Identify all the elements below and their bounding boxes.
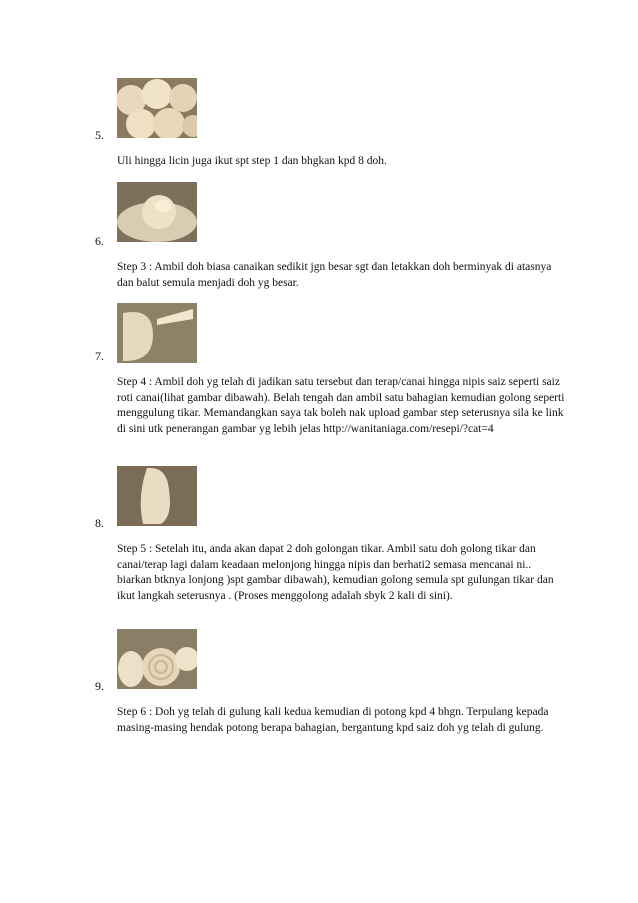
rolled-dough-photo-icon <box>117 303 197 363</box>
step-text: Step 3 : Ambil doh biasa canaikan sedikit jgn besar sgt dan letakkan doh berminyak di atasnya dan balut semula menjadi doh yg besar. <box>117 261 552 289</box>
step-number: 9. <box>95 679 104 693</box>
step-text: Step 5 : Setelah itu, anda akan dapat 2 doh golongan tikar. Ambil satu doh golong tikar dan canai/terap lagi dalam keadaan melonjong hingga nipis dan berhati2 semasa mencanai ni.. biarkan btknya lonjong )spt gambar dibawah), kemudian golong semula spt gulungan tikar dan ikut langkah seterusnya . (Proses menggolong adalah sbyk 2 kali di sini). <box>117 543 554 602</box>
step-number: 8. <box>95 516 104 530</box>
step-text: Uli hingga licin juga ikut spt step 1 dan bhgkan kpd 8 doh. <box>117 155 387 167</box>
elongated-dough-photo-icon <box>117 466 197 526</box>
coiled-dough-photo-icon <box>117 629 197 689</box>
step-text: Step 6 : Doh yg telah di gulung kali kedua kemudian di potong kpd 4 bhgn. Terpulang kepada masing-masing hendak potong berapa bahagian, bergantung kpd saiz doh yg telah di gulung. <box>117 706 549 734</box>
dough-balls-photo-icon <box>117 78 197 138</box>
step-number: 5. <box>95 128 104 142</box>
step-text: Step 4 : Ambil doh yg telah di jadikan satu tersebut dan terap/canai hingga nipis saiz seperti saiz roti canai(lihat gambar dibawah). Belah tengah dan ambil satu bahagian kemudian golong seperti menggulung tikar. Memandangkan saya tak boleh nak upload gambar step seterusnya sila ke link di sini utk penerangan gambar yg lebih jelas http://wanitaniaga.com/resepi/?cat=4 <box>117 376 565 435</box>
step-number: 6. <box>95 234 104 248</box>
dough-on-sheet-photo-icon <box>117 182 197 242</box>
step-number: 7. <box>95 349 104 363</box>
